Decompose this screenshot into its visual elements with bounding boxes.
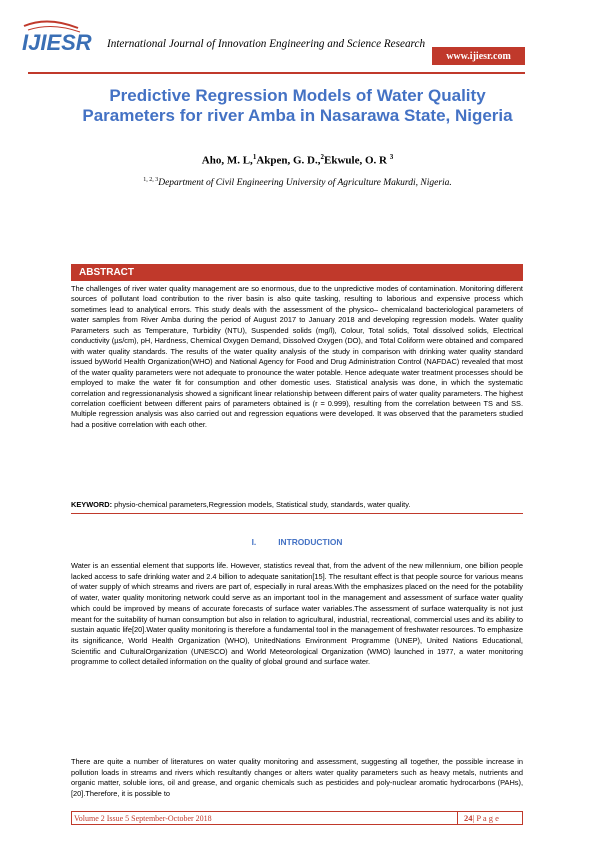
keyword-divider	[71, 513, 523, 514]
svg-text:IJIESR: IJIESR	[22, 30, 92, 55]
journal-url[interactable]: www.ijiesr.com	[432, 47, 525, 65]
page-footer	[71, 811, 523, 825]
section-heading	[71, 537, 523, 547]
keywords	[71, 500, 523, 510]
journal-title: International Journal of Innovation Engineering and Science Research	[107, 38, 426, 50]
author-3: Ekwule, O. R	[324, 154, 387, 167]
abstract-text: The challenges of river water quality management are so enormous, due to the unpredictive modes of contamination. Monitoring different sources of pollutant load contribution to the river basin is also quite tasking, resulting to laborious and expensive process which sometimes lead to analytical errors. This study deals with the assessment of the physico– chemicaland bacteriological parameters of water samples from River Amba during the period of August 2017 to January 2018 and developing regression models. Water quality Parameters such as Temperature, Turbidity (NTU), Suspended solids (mg/l), Colour, Total solids, Total dissolved solids, Electrical conductivity (µs/cm), pH, Hardness, Chemical Oxygen Demand, Dissolved Oxygen (DO), and Total Coliform were obtained and compared with water quality standards. The results of the water quality analysis of the study in comparison with drinking water quality standard issued byWorld Health Organization(WHO) and National Agency for Food and Drug Administration Control (NAFDAC) revealed that most of the water quality parameters were not adequate to pronounce the water potable. Hence adequate water treatment processes should be employed to make the water fit for consumption and other domestic uses. Statistical analysis was done, in which the systematic correlation and regressionanalysis showed a significant linear relationship between different pairs of water quality parameters. The highest correlation coefficient between different pairs of parameters obtained is (r = 0.999), resulting from the correlation between TS and SS. Multiple regression analysis was also carried out and regression equations were developed. It was observed that the parameters studied had a positive correlation with each other.	[71, 284, 523, 429]
paper-title-line-1: Predictive Regression Models of Water Quality	[109, 86, 486, 105]
logo-icon	[18, 18, 113, 56]
page-label: | P a g e	[472, 813, 499, 823]
affiliation-text: Department of Civil Engineering University of Agriculture Makurdi, Nigeria.	[158, 178, 452, 189]
section-title: INTRODUCTION	[278, 537, 343, 547]
section-number: I.	[251, 537, 257, 547]
abstract-heading: ABSTRACT	[71, 264, 523, 281]
footer-divider	[457, 812, 458, 824]
footer-page	[464, 813, 499, 824]
affiliation	[60, 177, 535, 188]
body-paragraph-1: Water is an essential element that supports life. However, statistics reveal that, from the advent of the new millennium, one billion people lacked access to safe drinking water and 2.4 billion to adequate sanitation[15]. The resultant effect is that people source for various means of water supply of which streams and rivers are part of, especially in rural areas.With the emphasizes placed on the need for the potability of water, water quality monitoring network could serve as an important tool in the management and assessment of surface water quality which could be improved by means of accurate forecasts of surface water variables.The assessment of surface waterquality is not just meant for the suitability of human consumption but also in relation to agricultural, industrial, recreational, commercial uses and its ability to sustain aquatic life[20].Water quality monitoring is therefore a fundamental tool in the management of freshwater resources. To emphasize its significance, World Health Organization (WHO), UnitedNations Environment Programme (UNEP), United Nations Educational, Scientific and CulturalOrganization (UNESCO) and World Meteorological Organization (WMO) launched in 1977, a water monitoring programme to collect detailed information on the quality of global ground and surface water.	[71, 561, 523, 667]
author-2-sup: 2	[320, 153, 324, 161]
header-divider	[28, 72, 525, 74]
keyword-label: KEYWORD:	[71, 500, 113, 509]
author-1-sup: 1	[252, 153, 257, 161]
page-number: 24	[464, 813, 473, 823]
author-list	[60, 153, 535, 167]
author-1: Aho, M. L,	[201, 154, 253, 167]
affiliation-sup: 1, 2, 3	[143, 177, 159, 183]
paper-title	[60, 86, 535, 126]
footer-issue: Volume 2 Issue 5 September-October 2018	[74, 814, 212, 823]
keyword-text: physio-chemical parameters,Regression models, Statistical study, standards, water quality.	[112, 500, 411, 509]
author-2: Akpen, G. D.,	[256, 154, 321, 167]
author-3-sup: 3	[389, 153, 394, 161]
paper-title-line-2: Parameters for river Amba in Nasarawa State, Nigeria	[82, 106, 513, 125]
journal-logo	[18, 18, 113, 56]
body-paragraph-2: There are quite a number of literatures on water quality monitoring and assessment, suggesting all together, the possible increase in pollution loads in streams and rivers which resultantly changes or alters water quality parameters such as heavy metals, nutrients and organic matter, soluble ions, oil and grease, and organic chemicals such as pesticides and poly-nuclear aromatic hydrocarbons (PAHs),[20].Therefore, it is possible to	[71, 757, 523, 799]
